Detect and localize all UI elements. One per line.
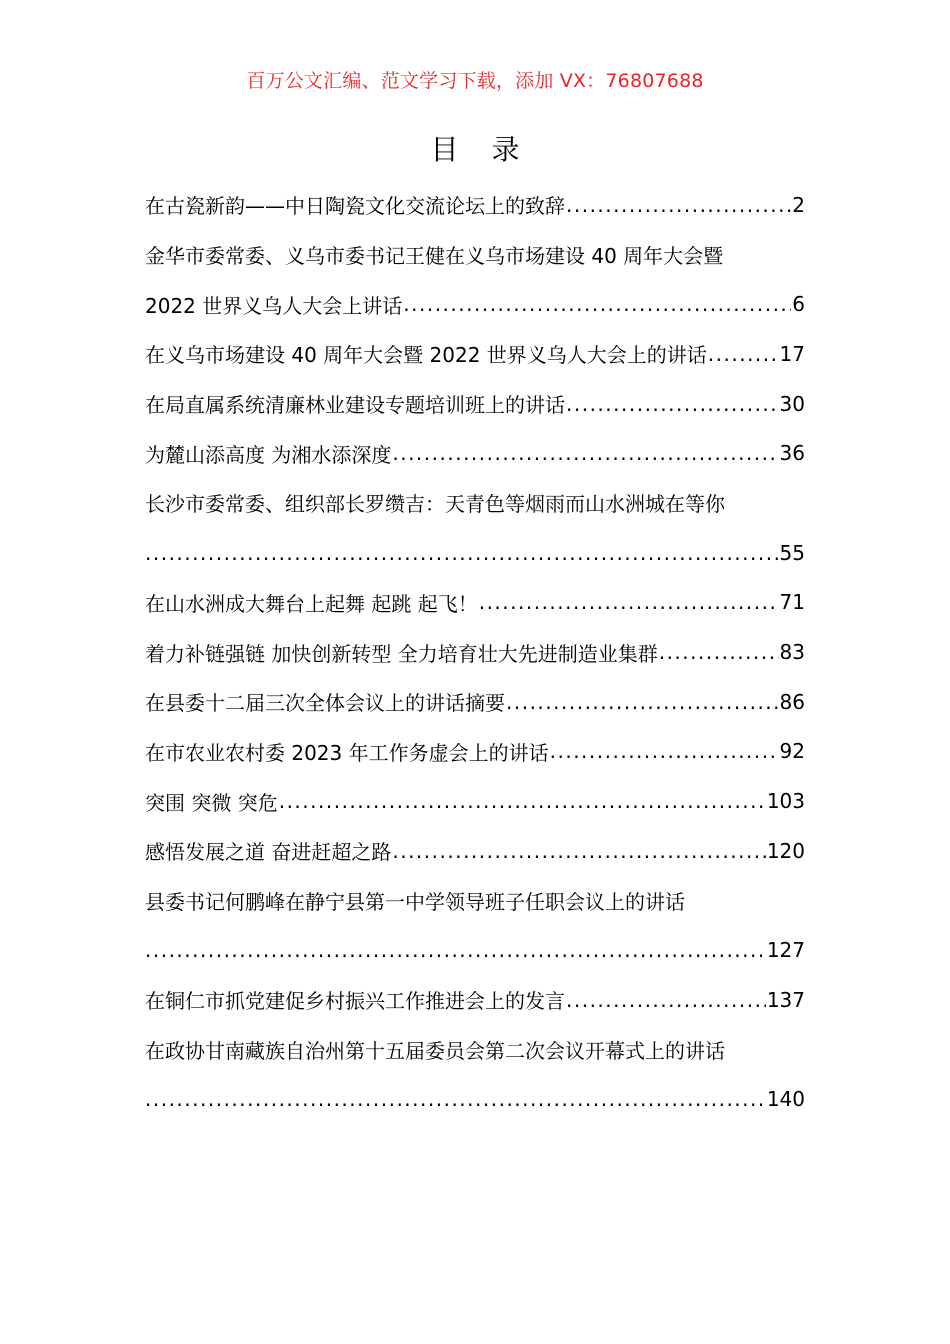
dot-leader: [506, 690, 779, 714]
toc-entry-line1[interactable]: [145, 478, 805, 528]
toc-entry-line1[interactable]: [145, 230, 805, 280]
toc-entry[interactable]: [145, 975, 805, 1025]
toc-entry-title: 在市农业农村委 2023 年工作务虚会上的讲话: [145, 740, 549, 765]
dot-leader: [392, 441, 778, 465]
toc-entry[interactable]: [145, 428, 805, 478]
dot-leader: [145, 541, 779, 565]
toc-entry-page: 6: [792, 292, 805, 317]
toc-entry-page: 55: [779, 540, 805, 565]
dot-leader: [279, 789, 766, 813]
toc-entry-line1[interactable]: [145, 876, 805, 926]
toc-entry[interactable]: [145, 379, 805, 429]
toc-entry-title: 在山水洲成大舞台上起舞 起跳 起飞！: [145, 591, 478, 616]
dot-leader: [392, 839, 765, 863]
toc-entry-page: 86: [779, 689, 805, 714]
dot-leader: [566, 988, 766, 1012]
toc-entry[interactable]: [145, 727, 805, 777]
toc-entry-page: 140: [766, 1087, 805, 1112]
toc-entry-title: 突围 突微 突危: [145, 790, 278, 815]
toc-entry-title: 为麓山添高度 为湘水添深度: [145, 442, 392, 467]
toc-entry[interactable]: [145, 180, 805, 230]
toc-entry[interactable]: [145, 578, 805, 628]
toc-entry-title: 县委书记何鹏峰在静宁县第一中学领导班子任职会议上的讲话: [145, 889, 685, 914]
toc-entry-page: 120: [766, 838, 805, 863]
dot-leader: [566, 193, 791, 217]
toc-entry-page: 137: [766, 987, 805, 1012]
toc-entry-page: 30: [779, 391, 805, 416]
dot-leader: [708, 342, 779, 366]
toc-entry-title: 感悟发展之道 奋进赶超之路: [145, 840, 392, 865]
dot-leader: [403, 292, 791, 316]
dot-leader: [145, 938, 766, 962]
toc-entry-page: 127: [766, 938, 805, 963]
toc-entry[interactable]: [145, 925, 805, 975]
toc-entry-title: 长沙市委常委、组织部长罗缵吉：天青色等烟雨而山水洲城在等你: [145, 492, 725, 517]
table-of-contents: [145, 180, 805, 1124]
toc-entry-title: 在义乌市场建设 40 周年大会暨 2022 世界义乌人大会上的讲话: [145, 343, 707, 368]
dot-leader: [145, 1087, 766, 1111]
toc-entry-page: 36: [779, 441, 805, 466]
toc-entry-page: 2: [792, 192, 805, 217]
dot-leader: [550, 739, 779, 763]
toc-entry-title: 在古瓷新韵——中日陶瓷文化交流论坛上的致辞: [145, 194, 565, 219]
dot-leader: [566, 392, 779, 416]
toc-entry-page: 71: [779, 590, 805, 615]
toc-entry-page: 103: [766, 789, 805, 814]
toc-entry[interactable]: [145, 528, 805, 578]
toc-entry-title: 在局直属系统清廉林业建设专题培训班上的讲话: [145, 393, 565, 418]
toc-entry-page: 92: [779, 739, 805, 764]
toc-entry[interactable]: [145, 627, 805, 677]
toc-title: 目 录: [430, 133, 532, 166]
toc-entry[interactable]: [145, 1074, 805, 1124]
toc-entry-page: 17: [779, 341, 805, 366]
toc-entry-title: 2022 世界义乌人大会上讲话: [145, 293, 403, 318]
toc-entry-line1[interactable]: [145, 1025, 805, 1075]
toc-entry-title: 在县委十二届三次全体会议上的讲话摘要: [145, 691, 505, 716]
toc-entry-title: 在铜仁市抓党建促乡村振兴工作推进会上的发言: [145, 989, 565, 1014]
toc-entry-page: 83: [779, 640, 805, 665]
toc-entry[interactable]: [145, 279, 805, 329]
toc-entry[interactable]: [145, 776, 805, 826]
dot-leader: [479, 590, 779, 614]
toc-entry-title: 着力补链强链 加快创新转型 全力培育壮大先进制造业集群: [145, 641, 658, 666]
header-contact-note: 百万公文汇编、范文学习下载，添加 VX：76807688: [246, 70, 704, 92]
toc-entry-title: 在政协甘南藏族自治州第十五届委员会第二次会议开幕式上的讲话: [145, 1039, 725, 1064]
toc-entry[interactable]: [145, 826, 805, 876]
toc-entry[interactable]: [145, 329, 805, 379]
dot-leader: [659, 640, 779, 664]
toc-entry-title: 金华市委常委、义乌市委书记王健在义乌市场建设 40 周年大会暨: [145, 244, 724, 269]
toc-entry[interactable]: [145, 677, 805, 727]
